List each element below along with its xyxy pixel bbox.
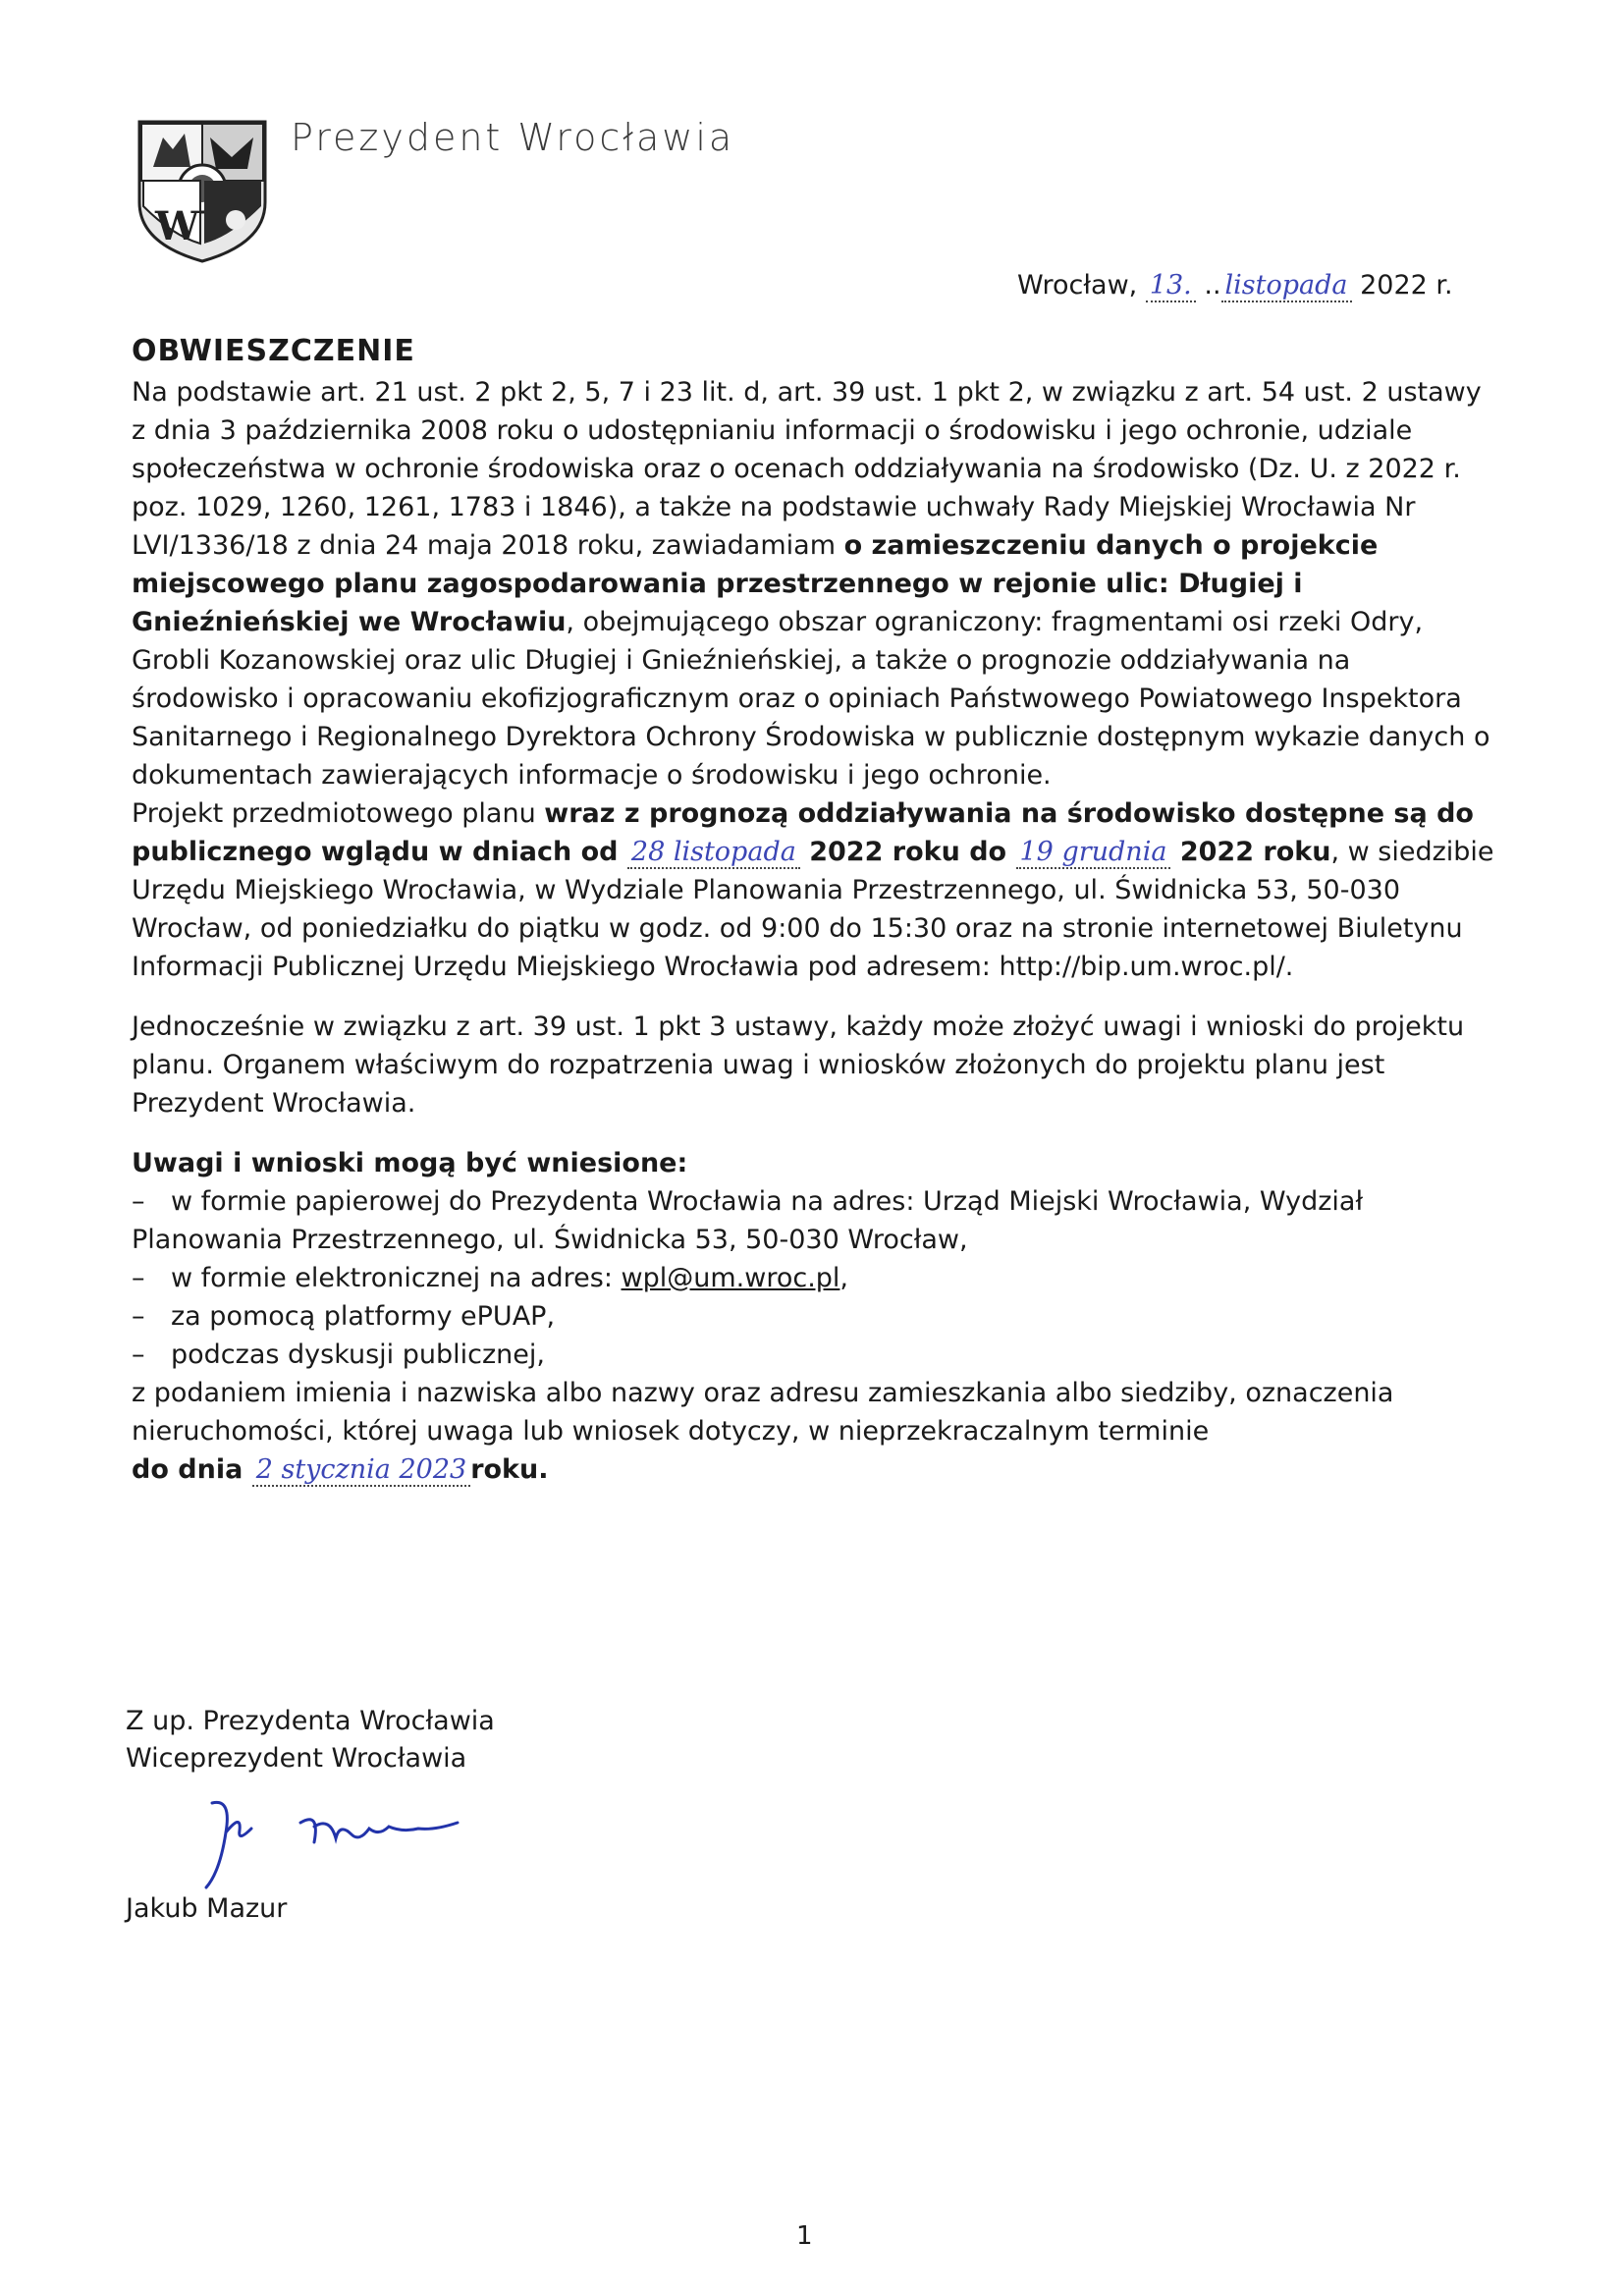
paragraph-2-text-a: Projekt przedmiotowego planu [132,798,545,829]
date-from-handwritten: 28 listopada [627,837,800,869]
crest-letter: W [155,203,199,249]
date-day-handwritten: 13. [1146,270,1196,302]
paragraph-2-bold-c: 2022 roku [1170,837,1331,867]
paragraph-1-text-b: , obejmującego obszar ograniczony: fragmentami osi rzeki Odry, Grobli Kozanowskiej oraz ulic Długiej i Gnieźnieńskiej, a także o prognozie oddziaływania na środowisko i opracowaniu ekofizjograficznym oraz o opiniach Państwowego Powiatowego Inspektora Sanitarnego i Regionalnego Dyrektora Ochrony Środowiska w publicznie dostępnym wykazie danych o dokumentach zawierających informacje o środowisku i jego ochronie. [132,607,1490,791]
date-separator: .. [1195,270,1221,301]
submissions-heading-text: Uwagi i wnioski mogą być wniesione: [132,1148,688,1178]
date-month-handwritten: listopada [1221,270,1352,302]
paragraph-1-bold: o zamieszczeniu danych o projekcie miejscowego planu zagospodarowania przestrzennego w rejonie ulic: Długiej i Gnieźnieńskiej we Wrocławiu [132,530,1379,637]
coat-of-arms-logo [134,118,271,263]
document-body [132,373,1496,1489]
submissions-heading [132,1144,1496,1182]
paragraph-2-bold-a: wraz z prognozą oddziaływania na środowisko dostępne są do publicznego wglądu w dniach od [132,798,1474,867]
submission-methods-list [132,1182,1496,1374]
paragraph-availability [132,794,1496,986]
paragraph-comments-right: Jednocześnie w związku z art. 39 ust. 1 pkt 3 ustawy, każdy może złożyć uwagi i wnioski do projektu planu. Organem właściwym do rozpatrzenia uwag i wniosków złożonych do projektu planu jest Prezydent Wrocławia. [132,1011,1465,1119]
deadline-handwritten: 2 stycznia 2023 [252,1454,470,1487]
email-link[interactable]: wpl@um.wroc.pl [621,1263,840,1293]
list-item: – podczas dyskusji publicznej, [132,1339,545,1370]
date-to-handwritten: 19 grudnia [1016,837,1171,869]
document-date [1017,270,1453,301]
paragraph-2-text-b: , w siedzibie Urzędu Miejskiego Wrocławia, w Wydziale Planowania Przestrzennego, ul. Świdnicka 53, 50-030 Wrocław, od poniedziałku do piątku w godz. od 9:00 do 15:30 oraz na stronie internetowej Biuletynu Informacji Publicznej Urzędu Miejskiego Wrocławia pod adresem: http://bip.um.wroc.pl/. [132,837,1494,982]
paragraph-2-bold-b: 2022 roku do [799,837,1016,867]
organization-name: Prezydent Wrocławia [291,116,735,159]
signer-name: Jakub Mazur [126,1893,288,1924]
document-title: OBWIESZCZENIE [132,334,415,368]
submissions-closing: z podaniem imienia i nazwiska albo nazwy oraz adresu zamieszkania albo siedziby, oznaczenia nieruchomości, której uwaga lub wniosek dotyczy, w nieprzekraczalnym terminie [132,1378,1394,1447]
paragraph-legal-basis [132,373,1496,794]
date-prefix: Wrocław, [1017,270,1146,301]
paragraph-1-text-a: Na podstawie art. 21 ust. 2 pkt 2, 5, 7 i 23 lit. d, art. 39 ust. 1 pkt 2, w związku z art. 54 ust. 2 ustawy z dnia 3 października 2008 roku o udostępnianiu informacji o środowisku i jego ochronie, udziale społeczeństwa w ochronie środowiska oraz o ocenach oddziaływania na środowisko (Dz. U. z 2022 r. poz. 1029, 1260, 1261, 1783 i 1846), a także na podstawie uchwały Rady Miejskiej Wrocławia Nr LVI/1336/18 z dnia 24 maja 2018 roku, zawiadamiam [132,377,1482,561]
deadline-line: do dnia 2 stycznia 2023 roku. [132,1454,549,1485]
list-item: – w formie papierowej do Prezydenta Wrocławia na adres: Urząd Miejski Wrocławia, Wydział Planowania Przestrzennego, ul. Świdnicka 53, 50-030 Wrocław, [132,1186,1364,1255]
signature-block [126,1703,495,1777]
list-item: – w formie elektronicznej na adres: wpl@um.wroc.pl, [132,1263,849,1293]
date-suffix: 2022 r. [1351,270,1453,301]
signature-line-1: Z up. Prezydenta Wrocławia [126,1706,495,1736]
list-item: – za pomocą platformy ePUAP, [132,1301,556,1332]
signature-line-2: Wiceprezydent Wrocławia [126,1743,467,1774]
page-number: 1 [796,2221,813,2251]
handwritten-signature [192,1793,487,1901]
